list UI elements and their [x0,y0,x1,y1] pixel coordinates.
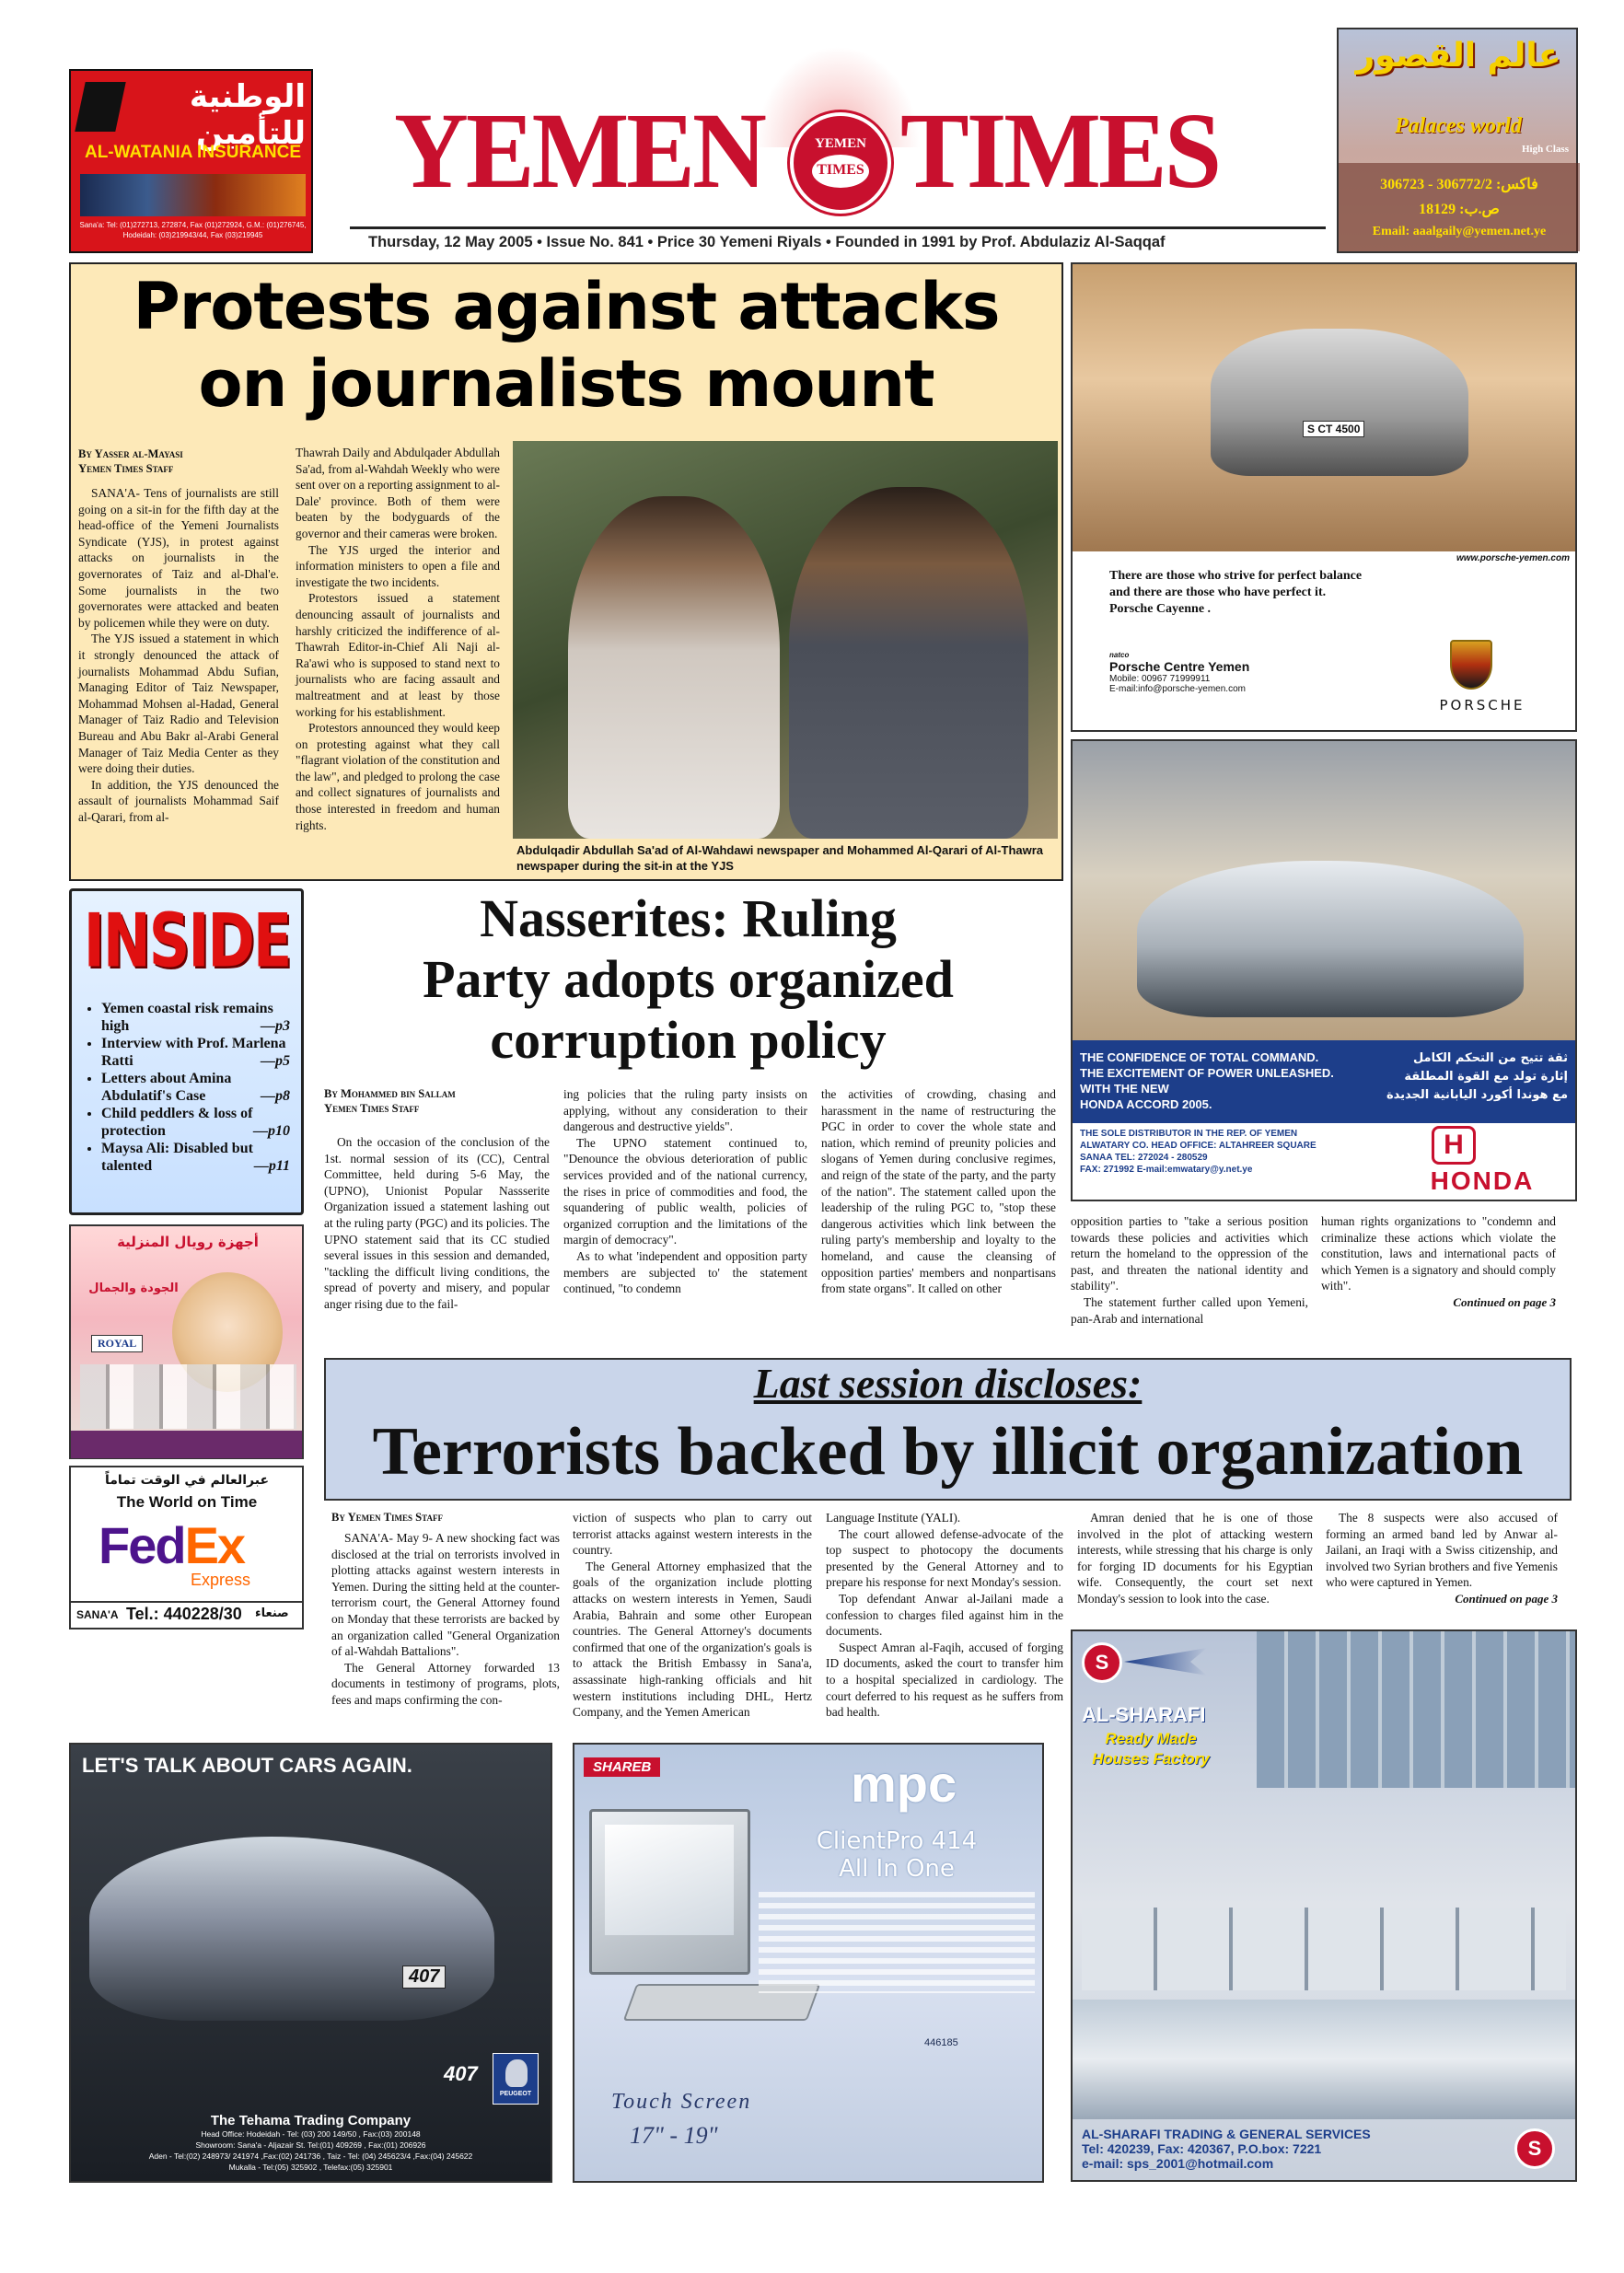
fedex-contact-bar [71,1601,302,1628]
mpc-touch-screen: Touch Screen [611,2090,752,2114]
ad-mpc-shareb[interactable] [573,1743,1044,2183]
mpc-model [759,1827,1035,1883]
inside-box [69,888,304,1215]
terror-paragraph: Top defendant Anwar al-Jailani made a confession to charges filed against him in the documents. [826,1591,1063,1639]
honda-dist-line: THE SOLE DISTRIBUTOR IN THE REP. OF YEMEN [1080,1129,1298,1139]
emblem-bottom-text: TIMES [817,162,864,178]
royal-products [80,1364,296,1429]
terror-paragraph: The General Attorney forwarded 13 documents in testimony of programs, plots, fees and maps confirming the con- [331,1660,560,1707]
inside-item-text: Interview with Prof. Marlena Ratti [101,1036,286,1069]
nasserites-column-3 [821,1086,1056,1300]
sharafi-wings [1124,1648,1207,1676]
watania-contacts [76,220,309,240]
terror-paragraph: SANA'A- May 9- A new shocking fact was disclosed at the trial on terrorists involved in plotting attacks against western interests in Yemen. During the sitting held at the counter-terrorism court, the General Attorney found on Monday that these terrorists are backed by an organization called "General Organization of al-Wahdah Battalions". [331,1531,560,1659]
inside-item-text: Maysa Ali: Disabled but talented [101,1141,253,1174]
fedex-logo-fed: Fed [99,1516,185,1574]
fedex-logo-ex: Ex [184,1516,245,1574]
mpc-monitor-icon [589,1809,750,1975]
fedex-express: Express [191,1571,251,1589]
inside-item[interactable] [101,1070,290,1105]
peugeot-contact-line: Showroom: Sana'a - Aljazair St. Tel:(01) 409269 , Fax:(01) 206926 [195,2140,426,2150]
fedex-slogan: The World on Time [116,1493,258,1511]
honda-slogan-line: HONDA ACCORD 2005. [1080,1097,1212,1111]
sharafi-contact [1082,2127,1505,2171]
palaces-class: High Class [1521,144,1569,155]
ad-fedex[interactable] [69,1466,304,1629]
terror-paragraph: Amran denied that he is one of those involved in the plot of attacking western interests, while stressing that his charge is only for forging ID documents for his Egyptian wife. Consequently, the court set next Monday's session to look into the case. [1077,1511,1313,1606]
royal-arabic-mid: الجودة والجمال [88,1281,179,1295]
ad-palaces-world[interactable] [1337,28,1578,253]
nasserites-byline-author: By Mohammed bin Sallam [324,1087,456,1100]
terror-paragraph: Language Institute (YALI). [826,1511,961,1525]
inside-item-text: Letters about Amina Abdulatif's Case [101,1071,232,1104]
lead-photo-caption: Abdulqadir Abdullah Sa'ad of Al-Wahdawi newspaper and Mohammed Al-Qarari of Al-Thawra newspaper during the sit-in at the YJS [516,843,1044,873]
watania-contact-line: Sana'a: Tel: (01)272713, 272874, Fax (01)272924, G.M.: (01)276745, [79,221,307,229]
mpc-model-line: ClientPro 414 [816,1827,978,1855]
lead-headline [71,268,1061,423]
inside-item[interactable] [101,1000,290,1035]
porsche-crest-icon [1450,640,1492,690]
ad-peugeot[interactable] [69,1743,552,2183]
nasserites-byline-staff: Yemen Times Staff [324,1102,420,1115]
nasserites-paragraph: The statement further called upon Yemeni, pan-Arab and international [1071,1294,1308,1326]
palaces-arabic-title: عالم القصور [1355,37,1561,75]
lead-column-1 [78,485,279,876]
sharafi-warehouse-photo [1257,1631,1575,1788]
lead-headline-line: Protests against attacks [133,269,1000,344]
sharafi-subtitle-line: Houses Factory [1092,1750,1210,1768]
fedex-arabic: عبرالعالم في الوقت تماماً [104,1473,270,1488]
sharafi-company: AL-SHARAFI TRADING & GENERAL SERVICES [1082,2127,1371,2141]
peugeot-contact-line: Aden - Tel:(02) 248973/ 241974 ,Fax:(02) 241736 , Taiz - Tel: (04) 245623/4 ,Fax:(04) 245622 [148,2151,473,2161]
natco-logo: natco [1109,651,1130,659]
peugeot-contact-line: Head Office: Hodeidah - Tel: (03) 200 149/50 , Fax:(03) 200148 [201,2129,421,2139]
palaces-email: Email: aaalgaily@yemen.net.ye [1372,225,1547,238]
nasserites-headline-line: corruption policy [490,1010,887,1070]
honda-slogan-line: THE EXCITEMENT OF POWER UNLEASHED. [1080,1066,1334,1080]
honda-dist-line: SANAA TEL: 272024 - 280529 [1080,1153,1208,1163]
terror-column-4 [1077,1510,1313,1620]
terror-headline: Terrorists backed by illicit organization [372,1414,1524,1490]
honda-arabic-line: ثقة تتيح من التحكم الكامل [1412,1051,1568,1065]
sharafi-photo-strip [1082,1908,1566,1990]
sharafi-tel: Tel: 420239, Fax: 420367, P.O.box: 7221 [1082,2141,1322,2156]
masthead-emblem [790,112,891,214]
royal-logo: ROYAL [91,1335,143,1352]
inside-item-page: —p10 [253,1123,290,1139]
nasserites-paragraph: As to what 'independent and opposition party members are subjected to' the statement continued, "to condemn [563,1248,807,1296]
palaces-english: Palaces world [1395,114,1522,138]
royal-arabic-top: أجهزة رويال المنزلية [117,1234,259,1250]
fedex-city-arabic: صنعاء [255,1606,289,1620]
nasserites-paragraph: human rights organizations to "condemn and criminalize these actions which violate the constitution, laws and international pacts of which Yemen is a signatory and should comply with". [1321,1214,1556,1293]
terror-byline: By Yemen Times Staff [331,1511,443,1524]
fedex-city: SANA'A [76,1608,119,1621]
inside-item-page: —p5 [261,1053,290,1069]
terror-paragraph: The 8 suspects were also accused of forming an armed band led by Anwar al-Jailani, an Iraqi with a Swiss citizenship, and involved two Syrian brothers and five Yemenis who were captured in Yemen. [1326,1511,1558,1590]
peugeot-model-label: 407 [444,2062,478,2085]
inside-item-text: Yemen coastal risk remains high [101,1001,273,1034]
peugeot-contact-line: Mukalla - Tel:(05) 325902 , Telefax:(05) 325901 [228,2163,393,2172]
lead-photo [513,441,1058,839]
masthead-dateline: Thursday, 12 May 2005 • Issue No. 841 • Price 30 Yemeni Riyals • Founded in 1991 by Prof. Abdulaziz Al-Saqqaf [368,234,1166,250]
nasserites-paragraph: the activities of crowding, chasing and harassment in the name of restructuring the PGC in order to cover the whole state and nation, which remind of preunity policies and slogans of Yemen during conclusive regimes, and reign of the state of the party, and the party of the nation". The statement called upon the leadership of the ruling PGC to, "stop these dangerous activities which link between the ruling party's membership and loyalty to the homeland, and cause the cleansing of opposition parties' members and nonpartisans from state organs". It called on other [821,1087,1056,1296]
nasserites-column-1 [324,1134,550,1311]
mpc-description [759,1892,1035,1993]
sharafi-subtitle [1082,1729,1220,1769]
nasserites-column-4 [1071,1213,1308,1326]
peugeot-plate: 407 [402,1966,446,1989]
mpc-screen [605,1825,734,1935]
ad-porsche[interactable] [1071,262,1577,732]
inside-item[interactable] [101,1140,290,1175]
lead-byline-staff: Yemen Times Staff [78,462,174,475]
inside-title: INSIDE [83,897,291,984]
terror-column-5 [1326,1510,1558,1620]
terror-column-2 [573,1510,812,1733]
palaces-po: 18129 :ص.ب [1419,202,1500,217]
nasserites-byline [324,1086,545,1116]
sharafi-email: e-mail: sps_2001@hotmail.com [1082,2156,1274,2171]
porsche-dealer-name: Porsche Centre Yemen [1109,659,1250,674]
ad-honda[interactable] [1071,739,1577,1201]
porsche-dealer [1109,651,1386,694]
peugeot-dealer-info [71,2113,551,2173]
terror-paragraph: The court allowed defense-advocate of the top suspect to photocopy the documents presented by the General Attorney and to prepare his response for next Monday's session. [826,1526,1063,1590]
mpc-brand: mpc [851,1755,957,1813]
porsche-photo [1073,264,1575,551]
inside-item-page: —p11 [253,1158,290,1174]
palaces-phones: 306723 - 306772/2 :فاكس [1380,177,1538,192]
masthead-rule [350,226,1326,229]
nasserites-column-5 [1321,1213,1556,1316]
terror-column-3 [826,1510,1063,1733]
honda-dist-line: ALWATARY CO. HEAD OFFICE: ALTAHREER SQUARE [1080,1141,1317,1151]
honda-wordmark: HONDA [1430,1166,1535,1195]
inside-item-page: —p8 [261,1088,290,1104]
masthead-title-times: TIMES [900,90,1219,212]
nasserites-paragraph: The UPNO statement continued to, "Denounce the obvious deterioration of public services provided and of the national currency, the rises in price of commodities and food, the squandering of public wealth, policies of organized corruption and the limitations of the margin of democracy". [563,1135,807,1247]
masthead-title-yemen: YEMEN [394,90,764,212]
peugeot-car-shape [89,1837,494,2021]
inside-list [83,1000,290,1175]
nasserites-headline [313,888,1063,1071]
lead-paragraph: Protestors announced they would keep on protesting against what they call "flagrant violation of the constitution and the law", and pledged to prolong the case and collect signatures of journalists and those interested in freedom and human rights. [296,721,500,832]
honda-slogan [1080,1050,1356,1112]
ad-al-sharafi[interactable] [1071,1629,1577,2182]
porsche-wordmark: PORSCHE [1439,697,1525,713]
sharafi-site-photo [1073,2000,1575,2119]
inside-item-page: —p3 [261,1018,290,1034]
porsche-car-shape [1211,329,1468,476]
shareb-logo: SHAREB [584,1757,660,1777]
nasserites-continued-link[interactable]: Continued on page 3 [1453,1294,1556,1309]
lead-paragraph: SANA'A- Tens of journalists are still going on a sit-in for the fifth day at the head-office of the Yemeni Journalists Syndicate (YJS), in protest against attacks on journalists in the governorates of Taiz and al-Dhal'e. Some journalists in the two governorates were attacked and beaten by policemen while they were on duty. [78,486,279,630]
photo-person-left [568,496,780,839]
terror-paragraph: viction of suspects who plan to carry out terrorist attacks against western interests in the country. [573,1511,812,1558]
honda-blue-band [1073,1040,1575,1123]
nasserites-paragraph: ing policies that the ruling party insists on applying, without any consideration to their dangerous and destructive yields". [563,1087,807,1134]
inside-item[interactable] [101,1105,290,1140]
nasserites-paragraph: opposition parties to "take a serious position towards these policies and activities which return the homeland to the oppression of the past, and threaten the national identity and stability". [1071,1214,1308,1293]
mpc-phone: 446185 [924,2037,958,2048]
royal-footer-band [71,1431,302,1458]
watania-logo-icon [75,82,125,132]
inside-item[interactable] [101,1035,290,1070]
sharafi-subtitle-line: Ready Made [1105,1730,1197,1747]
terror-continued-link[interactable]: Continued on page 3 [1455,1591,1558,1606]
lead-byline-author: By Yasser al-Mayasi [78,447,183,460]
honda-slogan-line: THE CONFIDENCE OF TOTAL COMMAND. [1080,1050,1319,1064]
fedex-tel: Tel.: 440228/30 [126,1605,242,1623]
honda-car-shape [1137,861,1524,1017]
peugeot-wordmark: PEUGEOT [499,2091,532,2097]
honda-photo [1073,741,1575,1040]
peugeot-lion-shape [505,2059,528,2087]
lead-headline-line: on journalists mount [198,346,934,422]
porsche-email: E-mail:info@porsche-yemen.com [1109,684,1246,694]
terror-kicker: Last session discloses: [753,1360,1143,1407]
sharafi-name: AL-SHARAFI [1082,1703,1206,1726]
lead-byline [78,446,279,476]
lead-paragraph: Protestors issued a statement denouncing assault of journalists and harshly criticized the indifference of al-Thawrah Editor-in-Chief Ali Naji al-Ra'awi who is supposed to stand next to journalists who are facing assault and maltreatment and at least by those working for his establishment. [296,591,500,719]
peugeot-lion-icon [493,2053,539,2105]
nasserites-column-2 [563,1086,807,1300]
nasserites-paragraph: On the occasion of the conclusion of the 1st. normal session of its (CC), Central Committee, held during 5-6 May, the (UPNO), Unionist Popular Nassserite Organization issued a statement lashing out at the ruling party (PGC) and its policies. The UPNO statement said that its CC studied several issues in this session and demanded, "tackling the difficult living conditions, the spread of poverty and misery, and popular anger rising due to the fail- [324,1135,550,1311]
lead-paragraph: In addition, the YJS denounced the assault of journalists Mohammad Saif al-Qarari, from al- [78,777,279,824]
mpc-sizes: 17" - 19" [630,2122,718,2149]
inside-item-text: Child peddlers & loss of protection [101,1106,253,1139]
masthead [350,46,1326,258]
honda-h-icon: H [1432,1126,1476,1165]
honda-dist-line: FAX: 271992 E-mail:emwatary@y.net.ye [1080,1165,1253,1175]
honda-arabic-line: مع هوندا أكورد اليابانية الجديدة [1386,1088,1568,1102]
porsche-tagline-line: Porsche Cayenne . [1109,602,1212,616]
lead-paragraph: The YJS urged the interior and information ministers to open a file and investigate the two incidents. [296,542,500,589]
fedex-logo [99,1518,244,1573]
photo-person-right [789,487,1028,839]
peugeot-headline: LET'S TALK ABOUT CARS AGAIN. [82,1754,412,1777]
porsche-mobile: Mobile: 00967 71999911 [1109,674,1211,684]
sharafi-footer-logo-icon: S [1514,2128,1555,2169]
terror-paragraph: The General Attorney emphasized that the goals of the organization include plotting attacks on western interests in Yemen, Saudi Arabia, Bahrain and some other European countries. The General Attorney's documents confirmed that one of the organization's goals is to attack the British Embassy in Sana'a, assassinate high-ranking officials and hit western institutions including DHL, Hertz Company, and the Yemen American [573,1559,812,1720]
sharafi-logo-icon: S [1082,1642,1122,1683]
watania-photo-strip [80,174,306,216]
terror-column-1 [331,1530,560,1733]
watania-contact-line: Hodeidah: (03)219943/44, Fax (03)219945 [122,231,263,239]
nasserites-headline-line: Nasserites: Ruling [480,888,897,948]
mpc-model-line: All In One [839,1855,955,1883]
emblem-top-text: YEMEN [815,136,866,151]
watania-arabic-name: الوطنية للتأمين [189,78,306,152]
ad-royal-appliances[interactable] [69,1224,304,1459]
honda-arabic-line: إثارة تولد مع القوة المطلقة [1404,1070,1568,1084]
porsche-plate: S CT 4500 [1303,421,1364,437]
honda-distributor [1080,1128,1393,1176]
lead-paragraph: Thawrah Daily and Abdulqader Abdullah Sa'ad, from al-Wahdah Weekly who were sent over on a reporting assignment to al-Dale' province. Both of them were beaten by the bodyguards of the governor and their cameras were broken. [296,446,501,540]
nasserites-headline-line: Party adopts organized [423,949,954,1009]
porsche-url[interactable]: www.porsche-yemen.com [1456,553,1570,563]
porsche-tagline-line: There are those who strive for perfect balance [1109,569,1363,583]
watania-english-name: AL-WATANIA INSURANCE [84,143,301,162]
terror-paragraph: Suspect Amran al-Faqih, accused of forging ID documents, asked the court to transfer him to a hospital specialized in cardiology. The court deferred to his request as he suffers from bad health. [826,1640,1063,1720]
lead-story [69,262,1063,881]
porsche-tagline-line: and there are those who have perfect it. [1109,586,1327,599]
honda-slogan-line: WITH THE NEW [1080,1082,1169,1096]
ad-watania-insurance[interactable] [69,69,313,253]
porsche-tagline [1109,568,1478,618]
honda-arabic-slogan [1358,1050,1568,1105]
lead-paragraph: The YJS issued a statement in which it strongly denounced the attack of journalists Mohammad Abdu Sufian, Managing Editor of Taiz Newspaper, Mohammad Mohsen al-Hadad, General Manager of Taiz Radio and Television Bureau and Abu Bakr al-Arabi General Manager of Taiz Media Center as they were doing their duties. [78,632,279,776]
peugeot-company: The Tehama Trading Company [210,2113,412,2128]
lead-column-2 [296,445,500,877]
